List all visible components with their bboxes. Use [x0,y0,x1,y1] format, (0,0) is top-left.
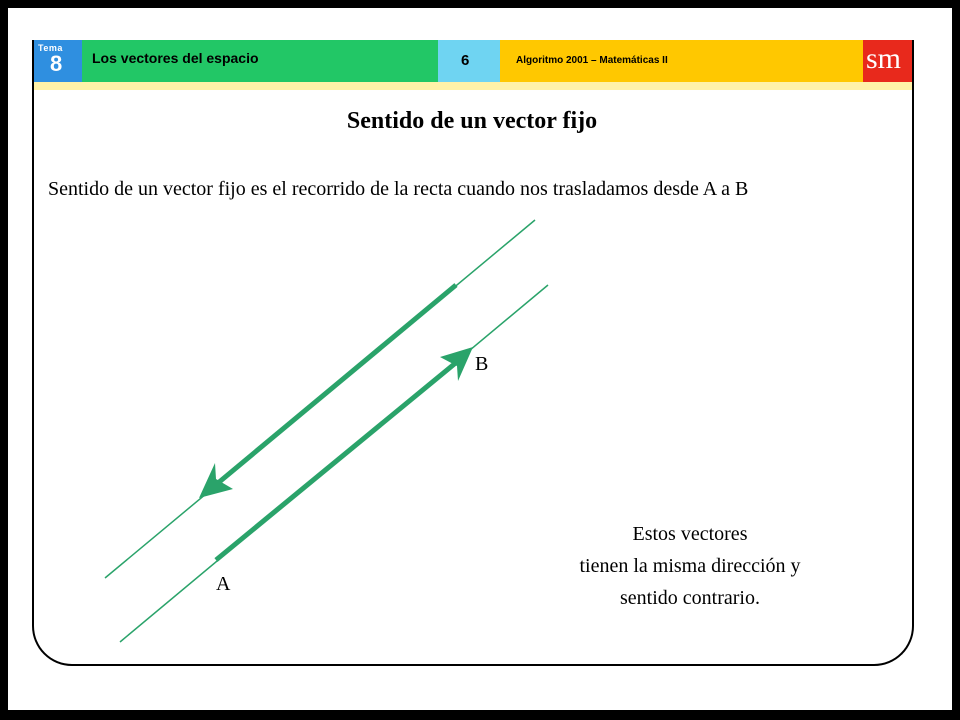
book-title: Algoritmo 2001 – Matemáticas II [516,55,668,66]
vector-ba-arrowhead [199,463,233,498]
page-number: 6 [461,52,470,69]
caption-line-1: Estos vectores [632,523,748,545]
caption-line-2: tienen la misma dirección y [579,555,801,577]
definition-text: Sentido de un vector fijo es el recorrido de la recta cuando nos trasladamos desde A a B [48,178,749,200]
tema-number: 8 [50,51,63,76]
publisher-logo-text: sm [866,42,902,75]
vector-ab-arrowhead [440,347,473,381]
point-a-label: A [216,573,231,595]
topic-title: Los vectores del espacio [92,50,259,66]
point-b-label: B [475,353,489,375]
caption [520,518,860,614]
tema-label: Tema [38,43,63,53]
vector-ab-shaft [216,361,458,560]
page-title: Sentido de un vector fijo [346,108,598,134]
caption-line-3: sentido contrario. [620,587,760,609]
vector-ba-shaft [218,285,456,483]
